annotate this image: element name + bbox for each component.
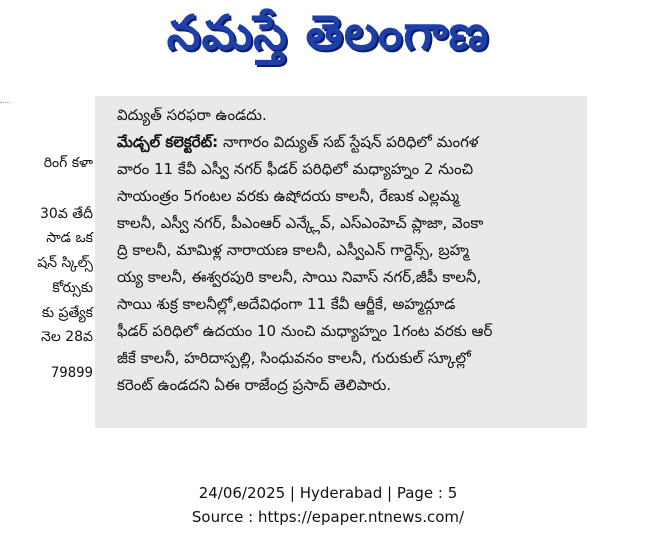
article-line: ద్రి కాలనీ, మామిళ్ల నారాయణ కాలనీ, ఎస్వీఎన్ గార్డెన్స్, బ్రహ్మ	[117, 241, 469, 259]
article-line: సాయి శుక్ర కాలనీల్లో,అదేవిధంగా 11 కేవీ ఆర్జీకే, అహ్మద్గూడ	[117, 295, 456, 313]
newspaper-masthead	[118, 4, 538, 74]
article-line: వారం 11 కేవీ ఎస్వీ నగర్ ఫీడర్ పరిధిలో మధ్యాహ్నం 2 నుంచి	[117, 160, 474, 178]
masthead-title: నమస్తే తెలంగాణ	[166, 5, 490, 61]
footer-date-line: 24/06/2025 | Hyderabad | Page : 5	[198, 484, 458, 502]
article-subhead: మేడ్చల్ కలెక్టరేట్:	[117, 133, 219, 151]
fragment-line: కు ప్రత్యేక	[41, 305, 93, 321]
fragment-line: సాడ ఒక	[46, 230, 93, 246]
fragment-line: నెల 28వ	[41, 329, 93, 345]
fragment-line: కోర్సుకు	[52, 280, 93, 296]
column-divider	[0, 102, 10, 103]
article-line: కరెంట్ ఉండదని ఏఈ రాజేంద్ర ప్రసాద్ తెలిపారు.	[117, 376, 392, 394]
article-line-text: నాగారం విద్యుత్ సబ్ స్టేషన్ పరిధిలో మంగళ	[218, 133, 479, 151]
article-line: య్య కాలనీ, ఈశ్వరపురి కాలనీ, సాయి నివాస్ నగర్,జీపీ కాలనీ,	[117, 268, 482, 286]
fragment-line: షన్ స్కిల్స్	[37, 255, 93, 271]
fragment-line: 79899	[50, 365, 93, 381]
adjacent-column-fragment	[0, 96, 95, 421]
article-line: సాయంత్రం 5గంటల వరకు ఉషోదయ కాలనీ, రేణుక ఎల్లమ్మ	[117, 187, 459, 205]
fragment-line: 30వ తేదీ	[40, 206, 93, 222]
article-line: జీకే కాలనీ, హరిదాస్పల్లి, సింధువనం కాలనీ, గురుకుల్ స్కూల్లో	[117, 349, 471, 367]
article-line: కాలనీ, ఎస్వీ నగర్, పీఎంఆర్ ఎన్క్లేవ్, ఎస్ఎంహెచ్ ప్లాజా, వెంకా	[117, 214, 484, 232]
news-article-clipping	[95, 96, 587, 428]
fragment-line: రింగ్ కళా	[43, 155, 93, 171]
article-line: ఫీడర్ పరిధిలో ఉదయం 10 నుంచి మధ్యాహ్నం 1గంట వరకు ఆర్	[117, 322, 493, 340]
article-line: విద్యుత్ సరఫరా ఉండదు.	[117, 106, 267, 124]
footer-source-line: Source : https://epaper.ntnews.com/	[191, 508, 465, 526]
article-line	[117, 129, 577, 156]
